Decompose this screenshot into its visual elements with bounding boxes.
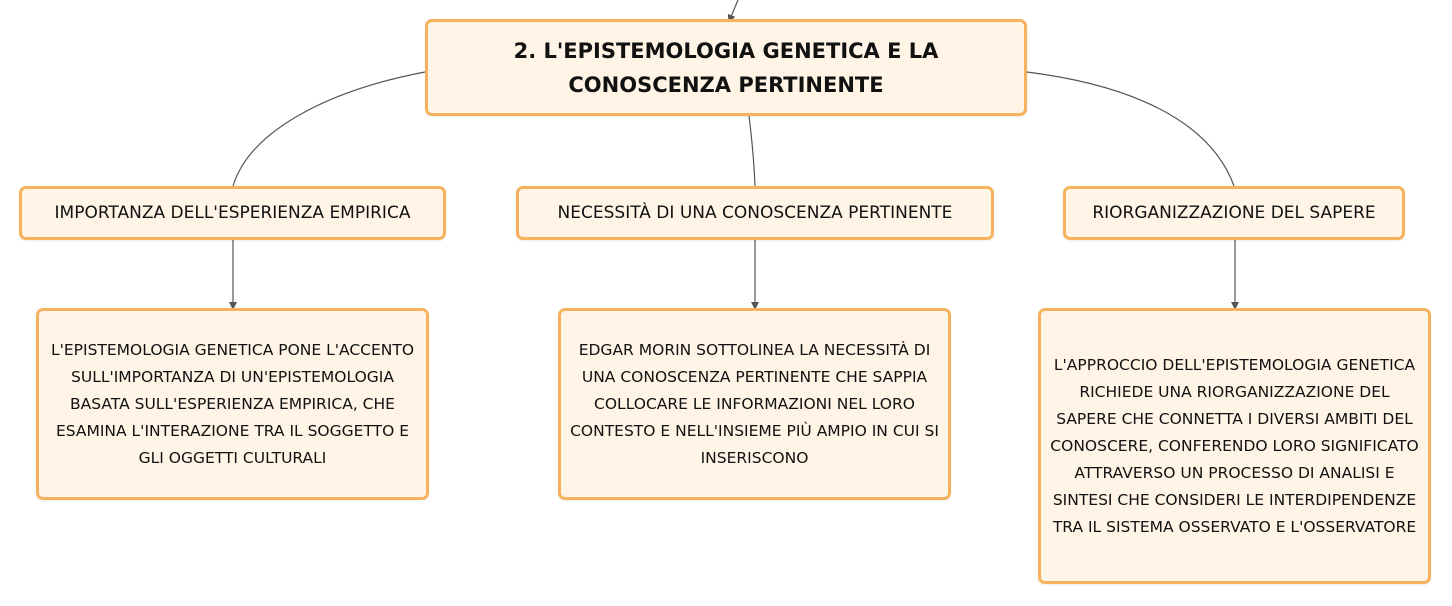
detail-topic-pertinent-knowledge[interactable] [558,308,951,500]
branch-topic-label: IMPORTANZA DELL'ESPERIENZA EMPIRICA [54,203,411,223]
connector-root-to-branch-2 [749,116,755,186]
connector-root-to-branch-1 [233,72,425,186]
branch-topic-label: RIORGANIZZAZIONE DEL SAPERE [1092,203,1376,223]
detail-topic-empirical-experience[interactable] [36,308,429,500]
root-topic[interactable] [425,19,1027,116]
branch-topic-label: NECESSITÀ DI UNA CONOSCENZA PERTINENTE [557,203,953,223]
detail-topic-text: EDGAR MORIN SOTTOLINEA LA NECESSITÀ DI UNA CONOSCENZA PERTINENTE CHE SAPPIA COLLOCARE LE INFORMAZIONI NEL LORO CONTESTO E NELL'INSIEME PIÙ AMPIO IN CUI SI INSERISCONO [570,340,939,467]
branch-topic-empirical-experience[interactable] [19,186,446,240]
detail-topic-text: L'EPISTEMOLOGIA GENETICA PONE L'ACCENTO SULL'IMPORTANZA DI UN'EPISTEMOLOGIA BASATA SULL'ESPERIENZA EMPIRICA, CHE ESAMINA L'INTERAZIONE TRA IL SOGGETTO E GLI OGGETTI CULTURALI [50,340,415,467]
detail-topic-text: L'APPROCCIO DELL'EPISTEMOLOGIA GENETICA RICHIEDE UNA RIORGANIZZAZIONE DEL SAPERE CHE CONNETTA I DIVERSI AMBITI DEL CONOSCERE, CONFERENDO LORO SIGNIFICATO ATTRAVERSO UN PROCESSO DI ANALISI E SINTESI CHE CONSIDERI LE INTERDIPENDENZE TRA IL SISTEMA OSSERVATO E L'OSSERVATORE [1050,355,1419,536]
root-topic-label: 2. L'EPISTEMOLOGIA GENETICA E LA CONOSCENZA PERTINENTE [513,38,939,97]
branch-topic-pertinent-knowledge[interactable] [516,186,994,240]
incoming-connector [730,0,738,19]
connector-root-to-branch-3 [1027,72,1234,186]
branch-topic-reorganization[interactable] [1063,186,1405,240]
detail-topic-reorganization[interactable] [1038,308,1431,584]
